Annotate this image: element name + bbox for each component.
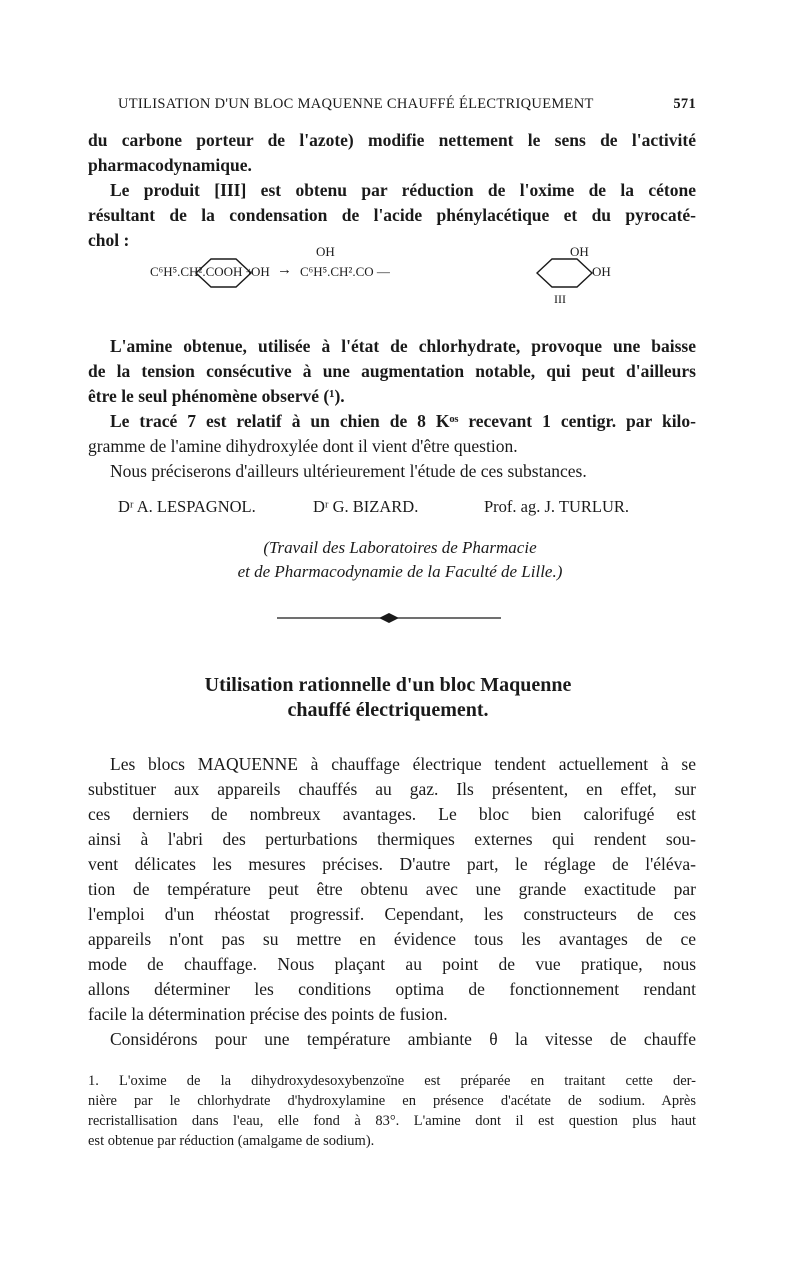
body-line: Les blocs MAQUENNE à chauffage électrique tendent actuellement à se <box>110 754 696 774</box>
formula-reactant: C⁶H⁵.CH².COOH + <box>150 264 253 279</box>
author-signature: Dʳ A. LESPAGNOL. <box>118 497 256 516</box>
divider-ornament-icon <box>277 612 501 624</box>
body-line: allons déterminer les conditions optima de fonctionnement rendant <box>88 979 696 999</box>
article-title: Utilisation rationnelle d'un bloc Maquenne <box>204 674 572 696</box>
text-line: pharmacodynamique. <box>88 155 252 175</box>
reaction-arrow: → <box>277 262 292 278</box>
text-line: L'amine obtenue, utilisée à l'état de chlorhydrate, provoque une baisse <box>110 336 696 356</box>
footnote-line: nière par le chlorhydrate d'hydroxylamine en présence d'acétate de sodium. Après <box>88 1093 696 1109</box>
chemical-equation <box>150 238 650 308</box>
text-line: résultant de la condensation de l'acide phénylacétique et du pyrocaté- <box>88 205 696 225</box>
text-line: du carbone porteur de l'azote) modifie nettement le sens de l'activité <box>88 130 696 150</box>
formula-oh-top: OH <box>316 244 335 259</box>
footnote-line: est obtenue par réduction (amalgame de sodium). <box>88 1133 375 1149</box>
formula-oh-top: OH <box>570 244 589 259</box>
body-line: appareils n'ont pas su mettre en évidence tous les avantages de ce <box>88 929 696 949</box>
text-line: chol : <box>88 230 130 250</box>
formula-oh-side: OH <box>251 264 270 279</box>
formula-label: III <box>554 292 566 306</box>
body-line: facile la détermination précise des points de fusion. <box>88 1004 448 1024</box>
body-line: ces derniers de nombreux avantages. Le bloc bien calorifugé est <box>88 804 696 824</box>
text-line: Le produit [III] est obtenu par réduction de l'oxime de la cétone <box>110 180 696 200</box>
text-line: de la tension consécutive à une augmentation notable, qui peut d'ailleurs <box>88 361 696 381</box>
body-line: mode de chauffage. Nous plaçant au point de vue pratique, nous <box>88 954 696 974</box>
body-line: l'emploi d'un rhéostat progressif. Cependant, les constructeurs de ces <box>88 904 696 924</box>
text-line: Le tracé 7 est relatif à un chien de 8 Kᵒˢ recevant 1 centigr. par kilo- <box>110 411 696 431</box>
text-line: être le seul phénomène observé (¹). <box>88 386 345 406</box>
body-line: ainsi à l'abri des perturbations thermiques externes qui rendent sou- <box>88 829 696 849</box>
author-signature: Prof. ag. J. TURLUR. <box>484 497 629 516</box>
formula-oh-side: OH <box>592 264 611 279</box>
article-title: chauffé électriquement. <box>287 699 489 721</box>
body-line: tion de température peut être obtenu avec une grande exactitude par <box>88 879 696 899</box>
lab-credit: (Travail des Laboratoires de Pharmacie <box>263 538 537 557</box>
formula-product: C⁶H⁵.CH².CO — <box>300 264 390 279</box>
running-title: UTILISATION D'UN BLOC MAQUENNE CHAUFFÉ ÉLECTRIQUEMENT <box>118 96 594 112</box>
author-signature: Dʳ G. BIZARD. <box>313 497 419 516</box>
page-number: 571 <box>673 96 696 112</box>
footnote-line: 1. L'oxime de la dihydroxydesoxybenzoïne est préparée en traitant cette der- <box>88 1073 696 1089</box>
body-line: substituer aux appareils chauffés au gaz. Ils présentent, en effet, sur <box>88 779 696 799</box>
lab-credit: et de Pharmacodynamie de la Faculté de Lille.) <box>237 562 563 581</box>
body-line: vent délicates les mesures précises. D'autre part, le réglage de l'éléva- <box>88 854 696 874</box>
text-line: Nous préciserons d'ailleurs ultérieurement l'étude de ces substances. <box>110 461 587 481</box>
text-line: gramme de l'amine dihydroxylée dont il vient d'être question. <box>88 436 518 456</box>
benzene-ring-icon <box>537 259 592 287</box>
footnote-line: recristallisation dans l'eau, elle fond à 83°. L'amine dont il est question plus haut <box>88 1113 696 1129</box>
body-line: Considérons pour une température ambiante θ la vitesse de chauffe <box>110 1029 696 1049</box>
